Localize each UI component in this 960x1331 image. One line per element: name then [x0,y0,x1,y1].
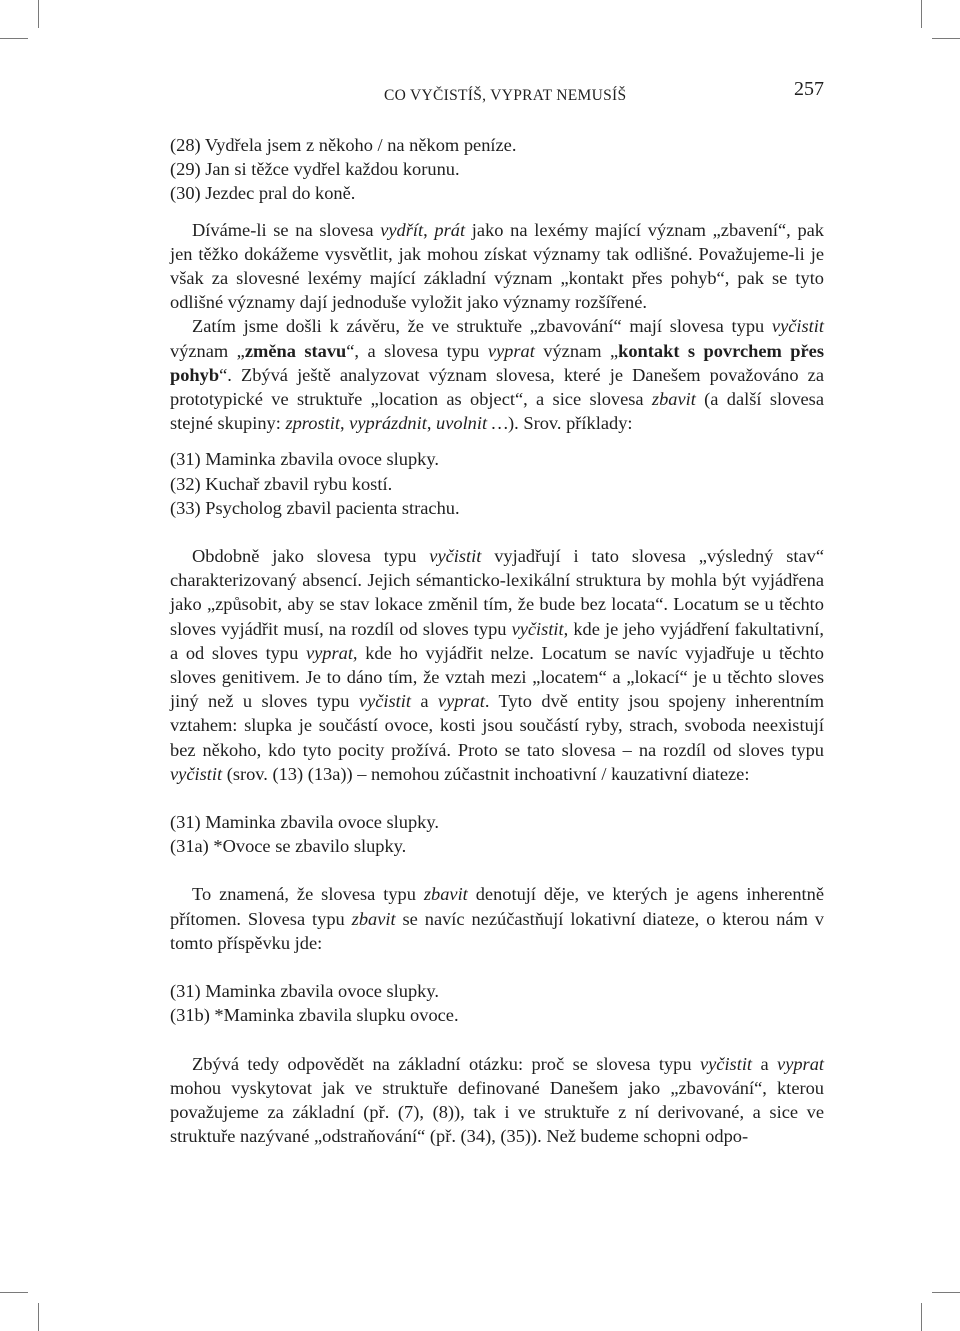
crop-mark [0,1292,28,1293]
page-header [170,78,824,112]
crop-mark [921,0,922,28]
example-line: (31b) *Maminka zbavila slupku ovoce. [170,1005,459,1026]
paragraph: Díváme-li se na slovesa vydřít, prát jako na lexémy mající význam „zbavení“, pak jen těžko dokážeme vysvětlit, jak mohou získat významy tak odlišné. Považujeme-li je však za slovesné lexémy mající základní význam „kontakt přes pohyb“, pak se tyto odlišné významy dají jednoduše vyložit jako významy rozšířené. [170,219,825,313]
example-line: (28) Vydřela jsem z někoho / na někom peníze. [170,135,517,155]
example-line: (33) Psycholog zbavil pacienta strachu. [170,497,460,518]
body-text [170,133,824,1148]
crop-mark [0,38,28,39]
example-list [170,133,824,206]
example-line: (30) Jezdec pral do koně. [170,183,356,204]
example-line: (32) Kuchař zbavil rybu kostí. [170,473,393,494]
crop-mark [921,1303,922,1331]
crop-mark [38,1303,39,1331]
paragraph: To znamená, že slovesa typu zbavit denotují děje, ve kterých je agens inherentně přítomen. Slovesa typu zbavit se navíc nezúčastňují lokativní diateze, o kterou nám v tomto příspěvku jde: [170,884,824,953]
page-number: 257 [794,78,824,100]
example-line: (31) Maminka zbavila ovoce slupky. [170,449,439,470]
example-list [170,979,824,1027]
paragraph: Zbývá tedy odpovědět na základní otázku: proč se slovesa typu vyčistit a vyprat mohou vyskytovat jak ve struktuře definované Danešem jako „zbavování“, kterou považujeme za základní (př. (7), (8)), tak i ve struktuře z ní derivované, a sice ve struktuře nazývané „odstraňování“ (př. (34), (35)). Než budeme schopni odpo- [170,1053,825,1147]
crop-mark [38,0,39,28]
example-list [170,447,824,520]
example-line: (31a) *Ovoce se zbavilo slupky. [170,836,407,857]
crop-mark [932,1292,960,1293]
crop-mark [932,38,960,39]
example-line: (29) Jan si těžce vydřel každou korunu. [170,159,460,180]
example-list [170,810,824,858]
example-line: (31) Maminka zbavila ovoce slupky. [170,812,439,833]
example-line: (31) Maminka zbavila ovoce slupky. [170,981,439,1002]
paragraph: Zatím jsme došli k závěru, že ve struktuře „zbavování“ mají slovesa typu vyčistit význam „změna stavu“, a slovesa typu vyprat význam „kontakt s povrchem přes pohyb“. Zbývá ještě analyzovat význam slovesa, které je Danešem považováno za prototypické ve struktuře „location as object“, a sice slovesa zbavit (a další slovesa stejné skupiny: zprostit, vyprázdnit, uvolnit …). Srov. příklady: [170,316,824,434]
paragraph: Obdobně jako slovesa typu vyčistit vyjadřují i tato slovesa „výsledný stav“ charakterizovaný absencí. Jejich sémanticko-lexikální struktura by mohla být vyjádřena jako „způsobit, aby se stav lokace změnil tím, že bude bez locata“. Locatum se u těchto sloves vyjádřit musí, na rozdíl od sloves typu vyčistit, kde je jeho vyjádření fakultativní, a od sloves typu vyprat, kde ho vyjádřit nelze. Locatum se navíc vyjadřuje u těchto sloves genitivem. Je to dáno tím, že vztah mezi „locatem“ a „lokací“ je u těchto sloves jiný než u sloves typu vyčistit a vyprat. Tyto dvě entity jsou spojeny inherentním vztahem: slupka je součástí ovoce, kosti jsou součástí ryby, strach, svoboda neexistují bez někoho, kdo tyto pocity prožívá. Proto se tato slovesa – na rozdíl od sloves typu vyčistit (srov. (13) (13a)) – nemohou zúčastnit inchoativní / kauzativní diateze: [170,546,825,784]
running-head: CO VYČISTÍŠ, VYPRAT NEMUSÍŠ [384,87,627,104]
